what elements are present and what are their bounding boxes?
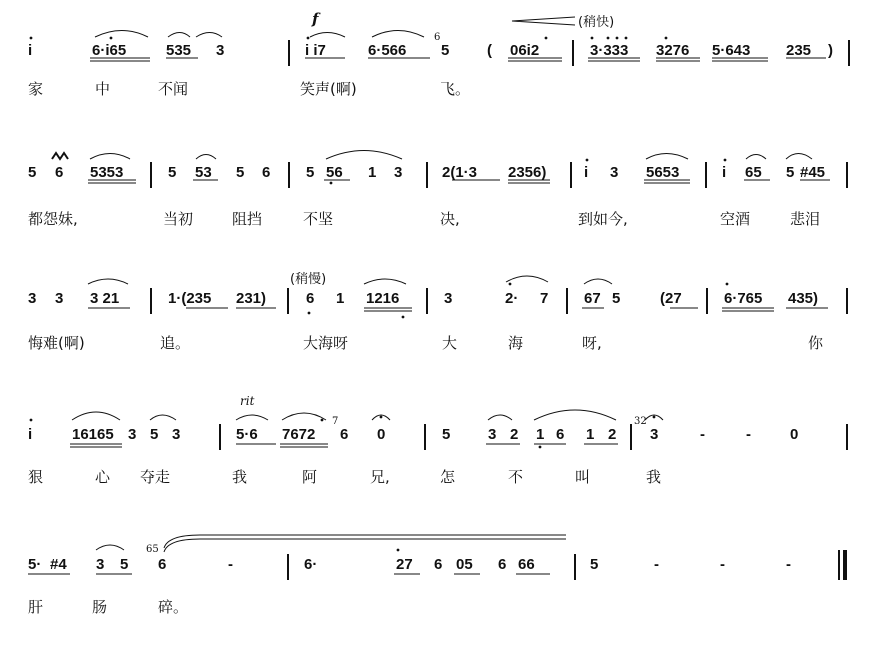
lyrics-row	[0, 334, 869, 360]
note-group: 3	[610, 164, 619, 181]
lyric-text: 中	[95, 80, 111, 98]
lyric-text: 飞。	[440, 80, 471, 98]
lyric-text: 悔难(啊)	[28, 334, 85, 352]
barline	[846, 424, 848, 450]
dynamic-mark: f	[312, 10, 319, 28]
grace-note: 65	[146, 544, 159, 555]
note-group: 1·(235	[168, 290, 212, 307]
lyric-text: 叫	[575, 468, 591, 486]
lyric-text: 大海呀	[303, 334, 349, 352]
note-group: 1	[586, 426, 595, 443]
lyric-text: 你	[808, 334, 824, 352]
note-group: 5·6	[236, 426, 258, 443]
note-group: 5	[442, 426, 451, 443]
lyric-text: 肠	[92, 598, 108, 616]
note-group: -	[720, 556, 725, 573]
slur	[786, 154, 812, 160]
barline	[574, 554, 576, 580]
fermata	[372, 415, 390, 420]
barline	[426, 288, 428, 314]
note-group: 6·i65	[92, 42, 127, 59]
lyrics-row	[0, 80, 869, 106]
note-group: 56	[326, 164, 343, 181]
note-group: 05	[456, 556, 473, 573]
lyric-text: 笑声(啊)	[300, 80, 357, 98]
note-group: 2·	[505, 290, 519, 307]
lyric-text: 不坚	[303, 210, 334, 228]
lyric-text: 心	[95, 468, 111, 486]
note-group: 2(1·3	[442, 164, 478, 181]
fermata-dot	[653, 416, 656, 419]
final-barline-thin	[838, 550, 840, 580]
lyric-text: 夺走	[140, 468, 171, 486]
note-group: 27	[396, 556, 413, 573]
note-group: -	[228, 556, 233, 573]
mordent-mark	[52, 153, 68, 159]
note-group: 3	[96, 556, 105, 573]
note-group: 3	[216, 42, 225, 59]
octave-dot	[509, 283, 512, 286]
final-barline-thick	[843, 550, 847, 580]
barline	[570, 162, 572, 188]
note-group: 1	[368, 164, 377, 181]
lyric-text: 追。	[160, 334, 191, 352]
tempo-annotation: (稍快)	[578, 15, 615, 30]
octave-dot	[397, 549, 400, 552]
notation-row	[0, 544, 869, 578]
slur	[326, 151, 402, 160]
lyric-text: 肝	[28, 598, 44, 616]
note-group: 7	[540, 290, 549, 307]
lyric-text: 怎	[440, 468, 456, 486]
lyrics-row	[0, 468, 869, 494]
barline	[572, 40, 574, 66]
notation-row	[0, 160, 869, 186]
note-group: 1216	[366, 290, 400, 307]
note-group: 0	[790, 426, 799, 443]
note-group: 6·566	[368, 42, 407, 59]
note-group: 5	[236, 164, 245, 181]
tempo-annotation: (稍慢)	[290, 272, 327, 287]
note-group: i	[28, 426, 33, 443]
octave-dot	[30, 419, 33, 422]
lyric-text: 阻挡	[232, 210, 263, 228]
grace-note: 32	[634, 416, 647, 427]
note-group: 231)	[236, 290, 267, 307]
grace-note: 6	[434, 32, 441, 43]
notation-row	[0, 286, 869, 312]
note-group: 3·333	[590, 42, 629, 59]
note-group: 6	[55, 164, 64, 181]
barline	[287, 288, 289, 314]
note-group: -	[654, 556, 659, 573]
note-group: 5	[168, 164, 177, 181]
crescendo-hairpin	[512, 17, 575, 25]
slur	[236, 415, 268, 420]
note-group: 435)	[788, 290, 819, 307]
lyric-text: 狠	[28, 468, 44, 486]
barline	[426, 162, 428, 188]
note-group: 6	[262, 164, 271, 181]
barline	[424, 424, 426, 450]
note-group: 6·	[304, 556, 318, 573]
note-group: 5	[612, 290, 621, 307]
note-group: -	[700, 426, 705, 443]
note-group: i i7	[305, 42, 326, 59]
lyric-text: 大	[442, 334, 458, 352]
note-group: 5	[28, 164, 37, 181]
note-group: 5	[441, 42, 450, 59]
note-group: #45	[800, 164, 826, 181]
lyric-text: 不	[508, 468, 524, 486]
note-group: i	[722, 164, 727, 181]
lyric-text: 都怨妹,	[28, 210, 78, 228]
barline	[288, 162, 290, 188]
slur	[164, 539, 566, 552]
slur	[88, 279, 128, 284]
note-group: (	[487, 42, 492, 59]
note-group: 5	[306, 164, 315, 181]
slur	[506, 276, 548, 282]
note-group: 0	[377, 426, 386, 443]
barline	[706, 288, 708, 314]
lyric-text: 到如今,	[578, 210, 628, 228]
notation-row	[0, 416, 869, 448]
barline	[846, 162, 848, 188]
note-group: 3	[172, 426, 181, 443]
octave-dot	[726, 283, 729, 286]
note-group: 3	[128, 426, 137, 443]
note-group: 6·765	[724, 290, 763, 307]
note-group: -	[746, 426, 751, 443]
lyric-text: 海	[508, 334, 524, 352]
slur	[534, 410, 616, 420]
note-group: 235	[786, 42, 812, 59]
note-group: 2	[510, 426, 519, 443]
note-group: 66	[518, 556, 535, 573]
note-group: 1	[536, 426, 545, 443]
note-group: 3	[488, 426, 497, 443]
note-group: i	[584, 164, 589, 181]
barline	[566, 288, 568, 314]
note-group: 6	[158, 556, 167, 573]
grace-note: 7	[332, 416, 339, 427]
note-group: 16165	[72, 426, 114, 443]
note-group: 3276	[656, 42, 690, 59]
lyric-text: 悲泪	[790, 210, 821, 228]
lyric-text: 兄,	[370, 468, 390, 486]
note-group: #4	[50, 556, 67, 573]
slur	[72, 412, 120, 420]
note-group: 5·	[28, 556, 42, 573]
note-group: 6	[434, 556, 443, 573]
note-group: 6	[498, 556, 507, 573]
note-group: 3	[55, 290, 64, 307]
barline	[287, 554, 289, 580]
slur	[95, 31, 148, 38]
note-group: 5	[590, 556, 599, 573]
note-group: 5	[150, 426, 159, 443]
barline	[219, 424, 221, 450]
lyric-text: 阿	[302, 468, 318, 486]
note-group: 535	[166, 42, 192, 59]
note-group: 3	[444, 290, 453, 307]
note-group: -	[786, 556, 791, 573]
low-octave-dot	[308, 312, 311, 315]
note-group: 3	[650, 426, 659, 443]
tempo-marking: rit	[240, 394, 255, 408]
fermata	[645, 415, 663, 420]
note-group: 2	[608, 426, 617, 443]
slur	[372, 31, 424, 38]
fermata-dot	[380, 416, 383, 419]
note-group: 3	[394, 164, 403, 181]
slur	[168, 33, 190, 38]
lyrics-row	[0, 210, 869, 236]
note-group: 6	[306, 290, 315, 307]
slur	[164, 535, 566, 548]
note-group: 5353	[90, 164, 124, 181]
lyric-text: 我	[646, 468, 662, 486]
slur	[584, 279, 612, 284]
barline	[846, 288, 848, 314]
note-group: 2356)	[508, 164, 547, 181]
note-group: 3	[28, 290, 37, 307]
note-group: 53	[195, 164, 212, 181]
slur	[196, 33, 222, 38]
lyric-text: 我	[232, 468, 248, 486]
lyric-text: 呀,	[582, 334, 602, 352]
slur	[150, 415, 176, 420]
octave-dot	[321, 419, 324, 422]
barline	[150, 162, 152, 188]
barline	[288, 40, 290, 66]
slur	[96, 545, 124, 550]
low-octave-dot	[402, 316, 405, 319]
note-group: (27	[660, 290, 682, 307]
note-group: 65	[745, 164, 762, 181]
slur	[364, 279, 406, 284]
note-group: 6	[340, 426, 349, 443]
note-group: 67	[584, 290, 601, 307]
note-group: )	[828, 42, 833, 59]
lyric-text: 家	[28, 80, 44, 98]
slur	[488, 415, 512, 420]
slur	[282, 413, 326, 420]
slur	[746, 155, 766, 160]
note-group: 5	[120, 556, 129, 573]
barline	[630, 424, 632, 450]
note-group: 5·643	[712, 42, 751, 59]
note-group: 5	[786, 164, 795, 181]
notation-row	[0, 32, 869, 64]
note-group: i	[28, 42, 33, 59]
barline	[848, 40, 850, 66]
slur	[310, 33, 345, 38]
note-group: 3 21	[90, 290, 120, 307]
lyric-text: 不闻	[158, 80, 189, 98]
barline	[150, 288, 152, 314]
note-group: 7672	[282, 426, 316, 443]
note-group: 1	[336, 290, 345, 307]
lyrics-row	[0, 598, 869, 624]
slur	[90, 154, 130, 160]
note-group: 6	[556, 426, 565, 443]
lyric-text: 碎。	[158, 598, 189, 616]
note-group: 06i2	[510, 42, 540, 59]
slur	[646, 154, 688, 160]
lyric-text: 空酒	[720, 210, 751, 228]
lyric-text: 决,	[440, 210, 460, 228]
barline	[705, 162, 707, 188]
note-group: 5653	[646, 164, 680, 181]
slur	[196, 155, 216, 160]
lyric-text: 当初	[163, 210, 194, 228]
